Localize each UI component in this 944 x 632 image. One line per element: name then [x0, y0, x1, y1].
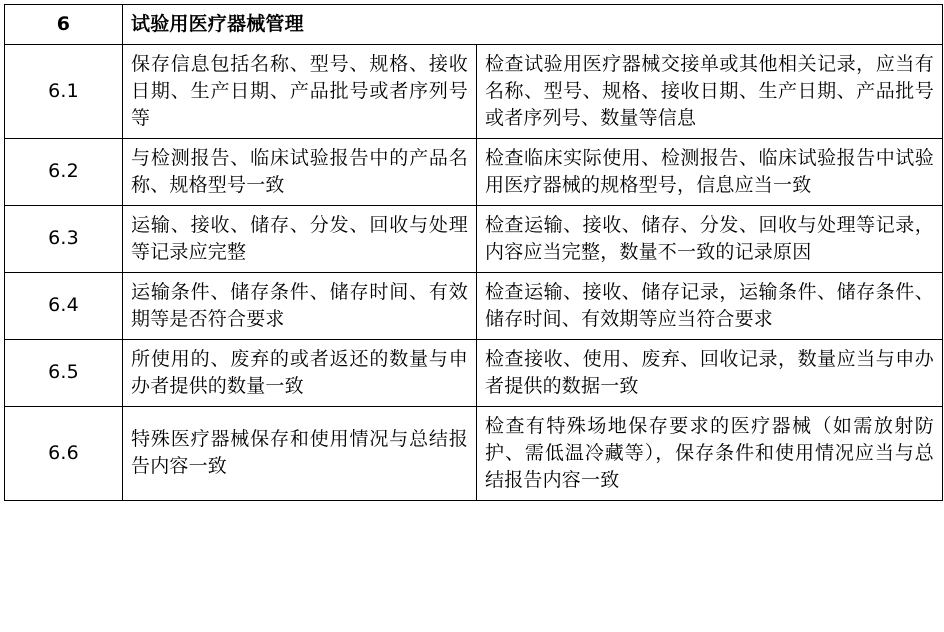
- table-section-header-row: [5, 5, 943, 45]
- row-number: 6.1: [5, 44, 123, 138]
- row-number: 6.5: [5, 339, 123, 406]
- row-number: 6.3: [5, 205, 123, 272]
- row-item-text: 保存信息包括名称、型号、规格、接收日期、生产日期、产品批号或者序列号等: [123, 44, 477, 138]
- row-number: 6.6: [5, 406, 123, 500]
- row-number: 6.2: [5, 138, 123, 205]
- row-item-text: 运输、接收、储存、分发、回收与处理等记录应完整: [123, 205, 477, 272]
- row-check-text: 检查临床实际使用、检测报告、临床试验报告中试验用医疗器械的规格型号，信息应当一致: [477, 138, 943, 205]
- table-row: [5, 272, 943, 339]
- row-check-text: 检查试验用医疗器械交接单或其他相关记录，应当有名称、型号、规格、接收日期、生产日期、产品批号或者序列号、数量等信息: [477, 44, 943, 138]
- table-row: [5, 138, 943, 205]
- row-item-text: 运输条件、储存条件、储存时间、有效期等是否符合要求: [123, 272, 477, 339]
- row-check-text: 检查运输、接收、储存、分发、回收与处理等记录，内容应当完整，数量不一致的记录原因: [477, 205, 943, 272]
- row-item-text: 与检测报告、临床试验报告中的产品名称、规格型号一致: [123, 138, 477, 205]
- table-row: [5, 406, 943, 500]
- table-row: [5, 339, 943, 406]
- row-check-text: 检查有特殊场地保存要求的医疗器械（如需放射防护、需低温冷藏等），保存条件和使用情况应当与总结报告内容一致: [477, 406, 943, 500]
- row-number: 6.4: [5, 272, 123, 339]
- table-row: [5, 205, 943, 272]
- row-item-text: 特殊医疗器械保存和使用情况与总结报告内容一致: [123, 406, 477, 500]
- requirements-table: [4, 4, 943, 501]
- row-check-text: 检查接收、使用、废弃、回收记录，数量应当与申办者提供的数据一致: [477, 339, 943, 406]
- row-item-text: 所使用的、废弃的或者返还的数量与申办者提供的数量一致: [123, 339, 477, 406]
- section-number: 6: [5, 5, 123, 45]
- section-title: 试验用医疗器械管理: [123, 5, 943, 45]
- table-row: [5, 44, 943, 138]
- row-check-text: 检查运输、接收、储存记录，运输条件、储存条件、储存时间、有效期等应当符合要求: [477, 272, 943, 339]
